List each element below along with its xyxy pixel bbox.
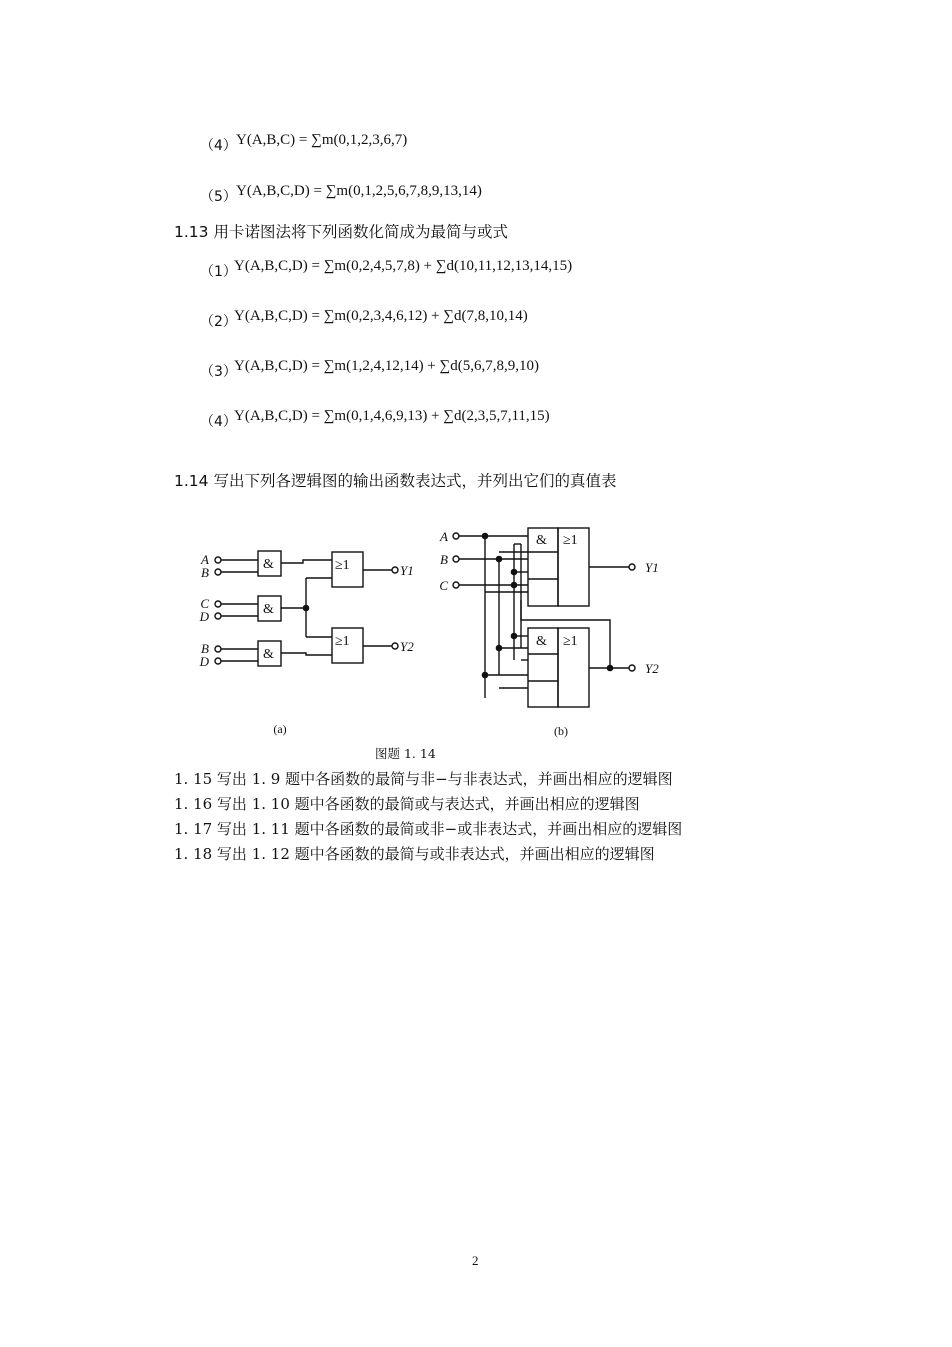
figure-caption: 图题 1. 14 — [375, 746, 436, 761]
and-symbol: & — [536, 634, 547, 649]
item-number: （4） — [200, 414, 237, 430]
and-symbol: & — [263, 602, 274, 617]
input-label: B — [201, 641, 209, 656]
and-symbol: & — [536, 533, 547, 548]
item-number: （2） — [200, 314, 237, 330]
item-number: （5） — [200, 189, 237, 205]
question-1-13-title: 1.13 用卡诺图法将下列函数化简成为最简与或式 — [174, 223, 508, 241]
output-label: Y1 — [645, 560, 659, 575]
question-line: 1. 18 写出 1. 12 题中各函数的最简与或非表达式，并画出相应的逻辑图 — [174, 845, 655, 863]
formula: Y(A,B,C) = ∑m(0,1,2,3,6,7) — [236, 132, 408, 148]
output-label: Y2 — [400, 639, 414, 654]
input-label: B — [201, 565, 209, 580]
or-symbol: ≥1 — [335, 634, 350, 649]
and-symbol: & — [263, 557, 274, 572]
question-line: 1. 15 写出 1. 9 题中各函数的最简与非−与非表达式，并画出相应的逻辑图 — [174, 770, 673, 788]
or-symbol: ≥1 — [335, 558, 350, 573]
and-symbol: & — [263, 647, 274, 662]
output-label: Y1 — [400, 563, 414, 578]
formula: Y(A,B,C,D) = ∑m(0,1,2,5,6,7,8,9,13,14) — [236, 183, 482, 199]
subfigure-label-a: (a) — [273, 722, 287, 736]
or-symbol: ≥1 — [563, 634, 578, 649]
formula: Y(A,B,C,D) = ∑m(0,2,4,5,7,8) + ∑d(10,11,12,13,14,15) — [234, 258, 573, 274]
question-line: 1. 16 写出 1. 10 题中各函数的最简或与表达式，并画出相应的逻辑图 — [174, 795, 640, 813]
formula: Y(A,B,C,D) = ∑m(0,1,4,6,9,13) + ∑d(2,3,5,7,11,15) — [234, 408, 550, 424]
input-label: D — [199, 654, 209, 669]
formula: Y(A,B,C,D) = ∑m(0,2,3,4,6,12) + ∑d(7,8,10,14) — [234, 308, 528, 324]
input-label: C — [439, 578, 448, 593]
subfigure-label-b: (b) — [554, 724, 568, 738]
page-number: 2 — [472, 1253, 479, 1268]
question-1-14-title: 1.14 写出下列各逻辑图的输出函数表达式，并列出它们的真值表 — [174, 472, 617, 490]
question-line: 1. 17 写出 1. 11 题中各函数的最简或非−或非表达式，并画出相应的逻辑图 — [174, 820, 683, 838]
input-label: D — [199, 609, 209, 624]
item-number: （4） — [200, 138, 237, 154]
or-symbol: ≥1 — [563, 533, 578, 548]
formula: Y(A,B,C,D) = ∑m(1,2,4,12,14) + ∑d(5,6,7,8,9,10) — [234, 358, 539, 374]
logic-diagram-figure — [190, 520, 680, 745]
input-label: A — [201, 552, 209, 567]
output-label: Y2 — [645, 661, 659, 676]
item-number: （1） — [200, 264, 237, 280]
input-label: C — [200, 596, 209, 611]
input-label: B — [440, 552, 448, 567]
item-number: （3） — [200, 364, 237, 380]
input-label: A — [440, 529, 448, 544]
